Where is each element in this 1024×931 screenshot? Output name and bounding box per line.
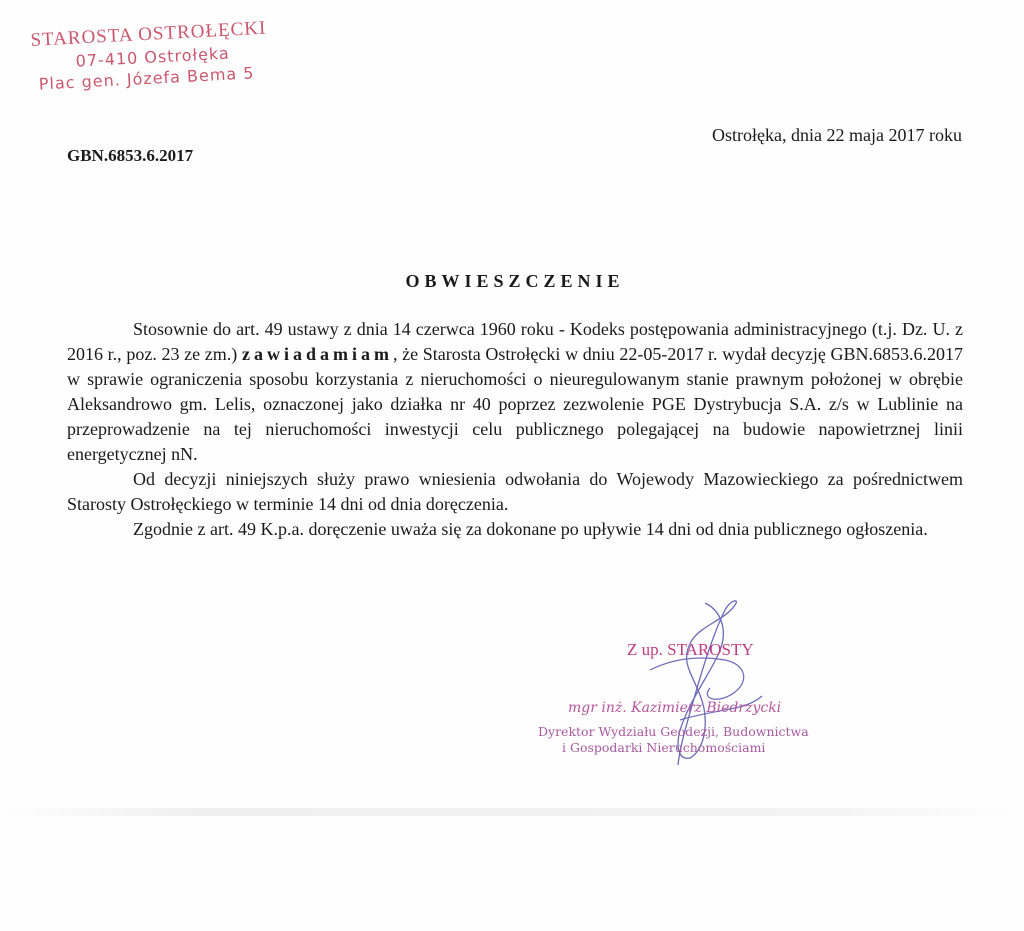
spaced-notify-word: zawiadamiam: [241, 344, 393, 364]
signature-on-behalf: Z up. STAROSTY: [627, 640, 754, 659]
stamp-line-address: Plac gen. Józefa Bema 5: [38, 63, 255, 94]
paragraph-2: Od decyzji niniejszych służy prawo wniesienia odwołania do Wojewody Mazowieckiego za pośrednictwem Starosty Ostrołęckiego w terminie 14 dni od dnia doręczenia.: [67, 469, 963, 514]
signature-block: [530, 600, 870, 770]
office-stamp: [30, 16, 303, 94]
document-date: Ostrołęka, dnia 22 maja 2017 roku: [712, 125, 962, 145]
signatory-role-line-1: Dyrektor Wydziału Geodezji, Budownictwa: [538, 724, 809, 739]
signatory-role-line-2: i Gospodarki Nieruchomościami: [562, 740, 766, 755]
document-title: OBWIESZCZENIE: [405, 271, 625, 291]
paragraph-1-end: , że Starosta Ostrołęcki w dniu 22-05-2017 r. wydał decyzję GBN.6853.6.2017 w sprawie ograniczenia sposobu korzystania z nieruchomości o nieuregulowanym stanie prawnym położonej w obrębie Aleksandrowo gm. Lelis, oznaczonej jako działka nr 40 poprzez zezwolenie PGE Dystrybucja S.A. z/s w Lublinie na przeprowadzenie na tej nieruchomości inwestycji celu publicznego polegającej na budowie napowietrznej linii energetycznej nN.: [67, 344, 964, 464]
stamp-line-office: STAROSTA OSTROŁĘCKI: [30, 17, 267, 51]
signatory-name: mgr inż. Kazimierz Biedrzycki: [568, 700, 782, 716]
reference-number: GBN.6853.6.2017: [67, 146, 194, 165]
paragraph-1: [67, 317, 963, 467]
notice-body: [67, 317, 963, 542]
paragraph-3: Zgodnie z art. 49 K.p.a. doręczenie uważa się za dokonane po upływie 14 dni od dnia publicznego ogłoszenia.: [133, 519, 928, 539]
scan-artifact-line: [0, 808, 1024, 816]
stamp-line-postcode: 07-410 Ostrołęka: [75, 43, 231, 71]
paragraph-1-start: Stosownie do art. 49 ustawy z dnia 14 czerwca 1960 roku - Kodeks postępowania administracyjnego (t.j. Dz. U. z 2016 r., poz. 23 ze zm.): [67, 319, 963, 364]
